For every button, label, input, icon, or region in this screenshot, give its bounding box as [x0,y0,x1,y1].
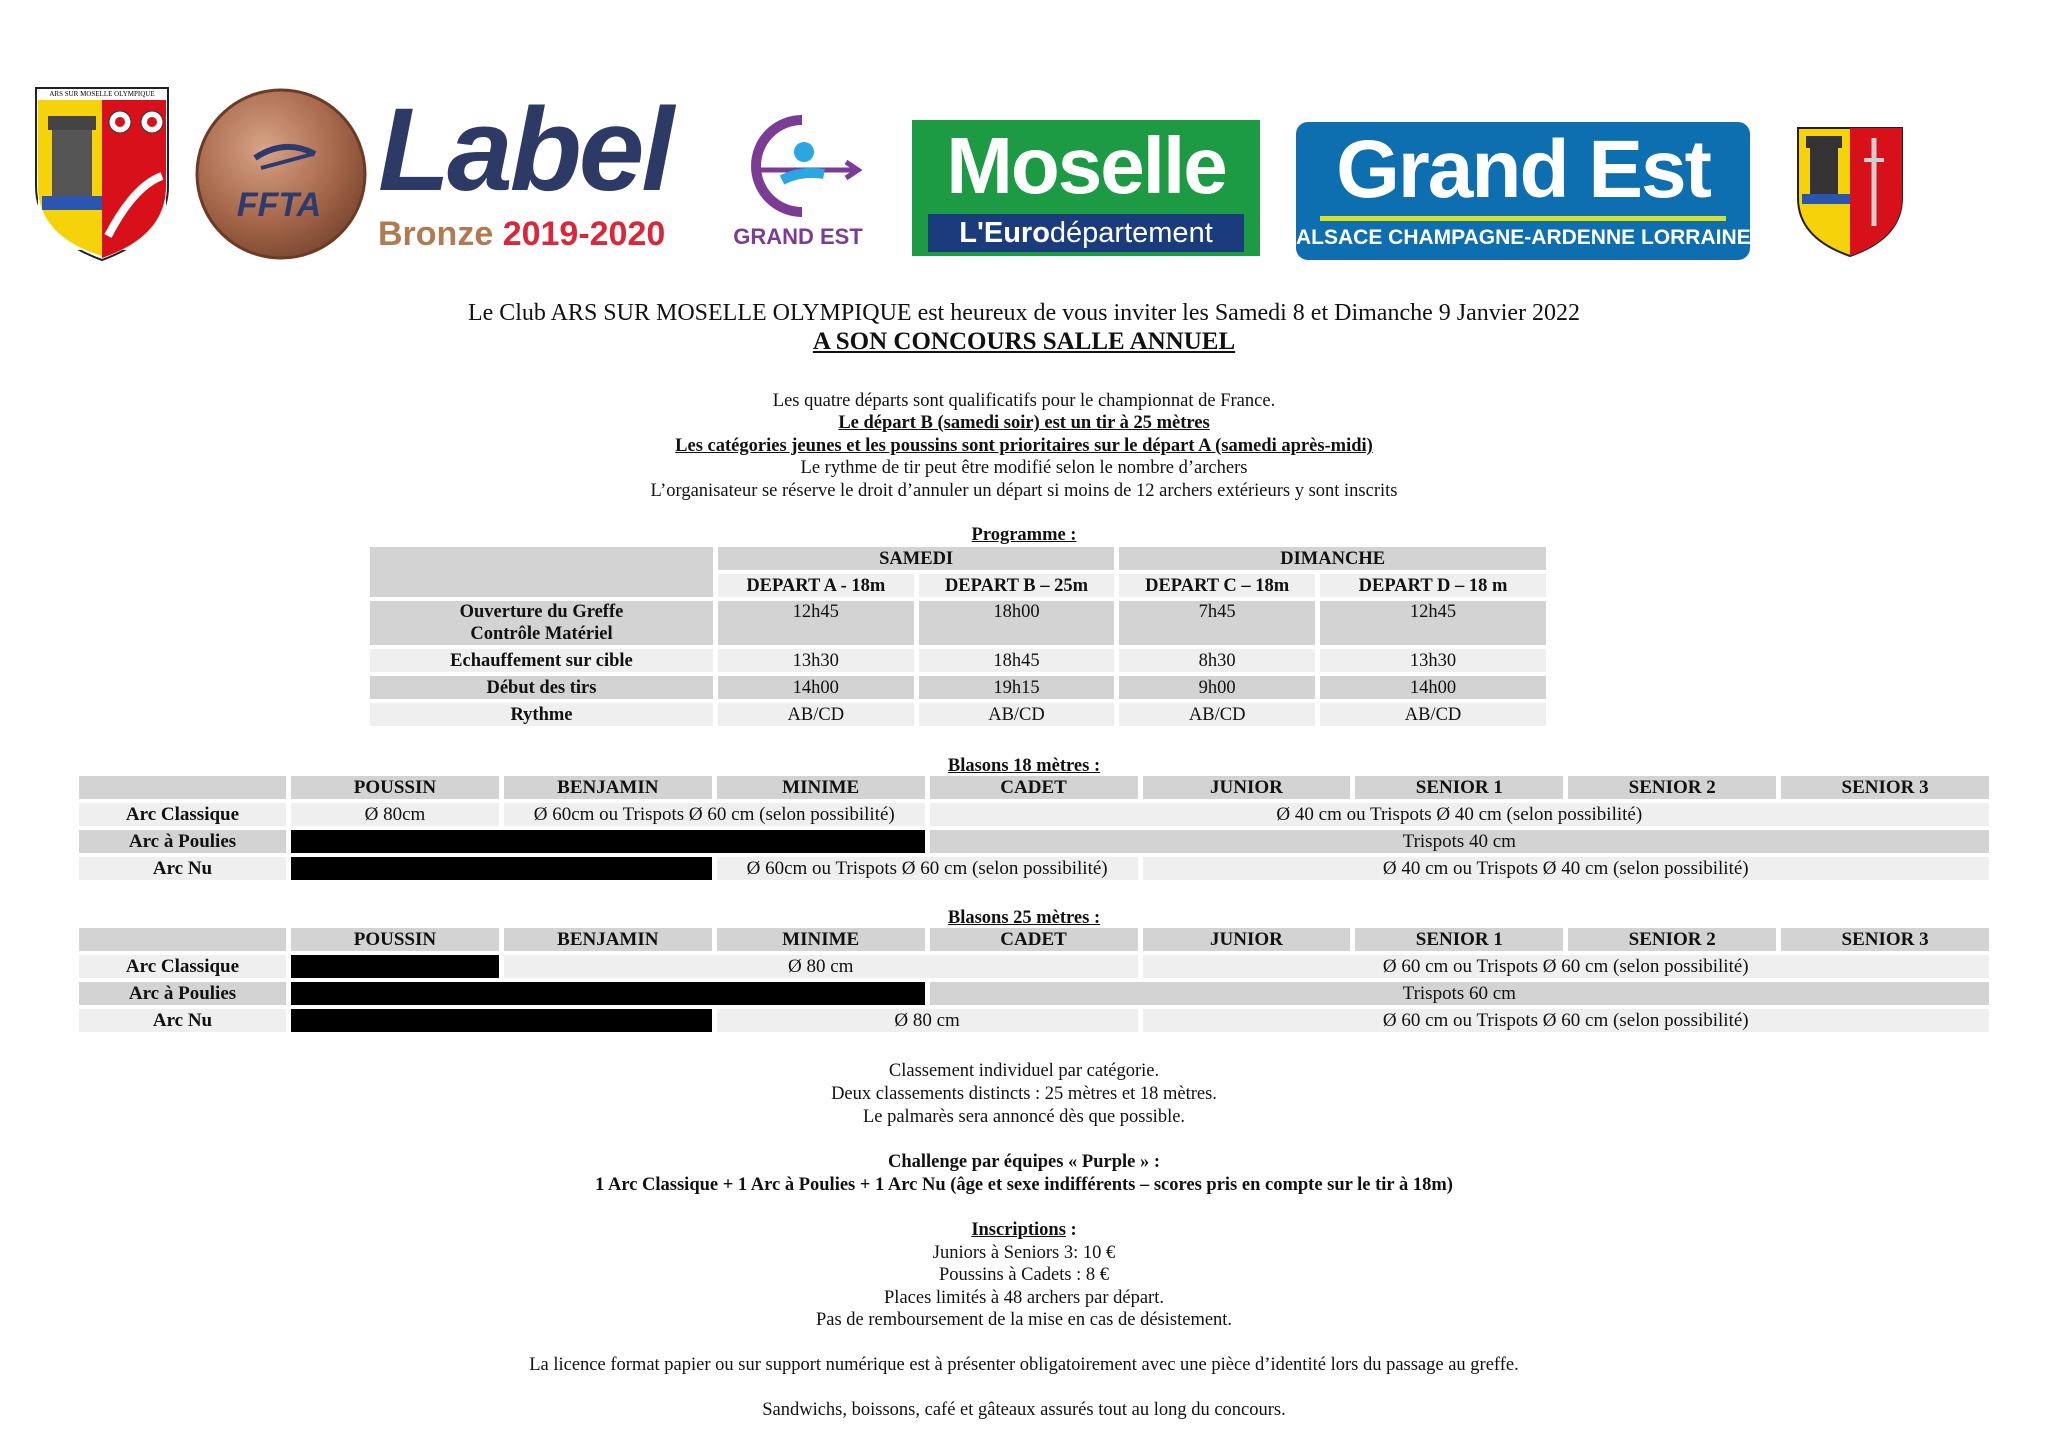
b25-cat-benjamin: BENJAMIN [504,928,712,951]
classement-line: Classement individuel par catégorie. [888,1061,1160,1081]
b25-cat-cadet: CADET [930,928,1138,951]
debut-c: 9h00 [1119,676,1315,699]
note-jeunes: Les catégories jeunes et les poussins sont prioritaires sur le départ A (samedi après-midi) [675,436,1373,456]
row-label-echauffement: Echauffement sur cible [370,649,713,672]
depart-a-header: DEPART A - 18m [718,574,914,597]
greffe-d: 12h45 [1320,601,1546,645]
programme-table [365,543,1551,730]
b18-label-classique: Arc Classique [79,803,286,826]
moselle-subtitle: L'Eurodépartement [928,214,1244,252]
blasons18-table [74,772,1994,884]
challenge-text: 1 Arc Classique + 1 Arc à Poulies + 1 Arc Nu (âge et sexe indifférents – scores pris en compte sur le tir à 18m) [595,1175,1453,1195]
label-subtitle: Bronze 2019-2020 [378,215,666,253]
row-label-greffe: Ouverture du Greffe Contrôle Matériel [370,601,713,645]
moselle-logo [912,120,1260,256]
logo-banner [0,86,2048,266]
note-rythme: Le rythme de tir peut être modifié selon le nombre d’archers [800,458,1248,478]
grand-est-small-text: GRAND EST [733,224,863,249]
greffe-a: 12h45 [718,601,914,645]
blasons18-title: Blasons 18 mètres : [947,756,1101,776]
debut-b: 19h15 [919,676,1115,699]
b25-cat-senior2: SENIOR 2 [1568,928,1776,951]
echauffement-d: 13h30 [1320,649,1546,672]
event-title: A SON CONCOURS SALLE ANNUEL [812,328,1236,355]
ffta-medal-logo [195,88,367,260]
blasons25-title: Blasons 25 mètres : [947,908,1101,928]
rythme-c: AB/CD [1119,703,1315,726]
greffe-c: 7h45 [1119,601,1315,645]
inscriptions-line: Pas de remboursement de la mise en cas de désistement. [815,1310,1233,1330]
b18-cat-senior1: SENIOR 1 [1355,776,1563,799]
b18-classique-poussin: Ø 80cm [291,803,499,826]
food-note: Sandwichs, boissons, café et gâteaux assurés tout au long du concours. [762,1400,1286,1420]
b18-cat-minime: MINIME [717,776,925,799]
b18-cat-poussin: POUSSIN [291,776,499,799]
svg-text:ARS SUR MOSELLE OLYMPIQUE: ARS SUR MOSELLE OLYMPIQUE [49,90,155,98]
debut-a: 14h00 [718,676,914,699]
note-depart-b: Le départ B (samedi soir) est un tir à 25 mètres [838,413,1210,433]
classement-line: Deux classements distincts : 25 mètres et 18 mètres. [831,1084,1217,1104]
b25-cat-poussin: POUSSIN [291,928,499,951]
grand-est-subtitle: ALSACE CHAMPAGNE-ARDENNE LORRAINE [1296,226,1751,249]
b25-classique-na [291,955,499,978]
b25-poulies-na [291,982,925,1005]
programme-title: Programme : [971,525,1077,545]
b25-label-poulies: Arc à Poulies [79,982,286,1005]
grand-est-region-logo [1296,122,1750,260]
row-label-debut: Début des tirs [370,676,713,699]
label-bronze-logo [378,84,698,266]
b18-label-nu: Arc Nu [79,857,286,880]
b25-cat-senior3: SENIOR 3 [1781,928,1989,951]
rythme-a: AB/CD [718,703,914,726]
b18-poulies-rest: Trispots 40 cm [930,830,1989,853]
b18-classique-rest: Ø 40 cm ou Trispots Ø 40 cm (selon possibilité) [930,803,1989,826]
b18-label-poulies: Arc à Poulies [79,830,286,853]
inscriptions-title: Inscriptions : [971,1220,1077,1240]
blasons25-table [74,924,1994,1036]
b25-nu-rest: Ø 60 cm ou Trispots Ø 60 cm (selon possibilité) [1143,1009,1990,1032]
classement-line: Le palmarès sera annoncé dès que possible. [862,1107,1186,1127]
samedi-header: SAMEDI [718,547,1114,570]
b18-nu-na [291,857,712,880]
echauffement-a: 13h30 [718,649,914,672]
grand-est-archery-logo [728,114,868,254]
grand-est-stripe [1320,216,1726,221]
b18-cat-cadet: CADET [930,776,1138,799]
challenge-title: Challenge par équipes « Purple » : [887,1152,1161,1172]
note-annulation: L’organisateur se réserve le droit d’annuler un départ si moins de 12 archers extérieurs y sont inscrits [650,481,1398,501]
dimanche-header: DIMANCHE [1119,547,1546,570]
b18-nu-min-cad: Ø 60cm ou Trispots Ø 60 cm (selon possibilité) [717,857,1138,880]
b18-nu-rest: Ø 40 cm ou Trispots Ø 40 cm (selon possibilité) [1143,857,1990,880]
b25-cat-junior: JUNIOR [1143,928,1351,951]
b25-nu-na [291,1009,712,1032]
rythme-d: AB/CD [1320,703,1546,726]
b18-classique-benj-min: Ø 60cm ou Trispots Ø 60 cm (selon possibilité) [504,803,925,826]
b18-cat-senior2: SENIOR 2 [1568,776,1776,799]
club-crest-right [1796,126,1904,258]
b25-nu-min-cad: Ø 80 cm [717,1009,1138,1032]
b18-cat-senior3: SENIOR 3 [1781,776,1989,799]
note-qualif: Les quatre départs sont qualificatifs pour le championnat de France. [772,391,1276,411]
moselle-word: Moselle [946,121,1226,210]
inscriptions-line: Places limités à 48 archers par départ. [884,1288,1164,1308]
depart-d-header: DEPART D – 18 m [1320,574,1546,597]
b25-cat-minime: MINIME [717,928,925,951]
inscriptions-line: Poussins à Cadets : 8 € [938,1265,1110,1285]
echauffement-b: 18h45 [919,649,1115,672]
depart-c-header: DEPART C – 18m [1119,574,1315,597]
b25-label-classique: Arc Classique [79,955,286,978]
b18-cat-benjamin: BENJAMIN [504,776,712,799]
b18-corner [79,776,286,799]
b18-cat-junior: JUNIOR [1143,776,1351,799]
b25-poulies-rest: Trispots 60 cm [930,982,1989,1005]
b25-cat-senior1: SENIOR 1 [1355,928,1563,951]
echauffement-c: 8h30 [1119,649,1315,672]
programme-corner [370,547,713,597]
intro-line: Le Club ARS SUR MOSELLE OLYMPIQUE est heureux de vous inviter les Samedi 8 et Dimanche 9 Janvier 2022 [467,300,1581,326]
row-label-rythme: Rythme [370,703,713,726]
svg-text:FFTA: FFTA [236,186,322,224]
licence-note: La licence format papier ou sur support numérique est à présenter obligatoirement avec une pièce d’identité lors du passage au greffe. [529,1355,1519,1375]
b25-classique-benj-cad: Ø 80 cm [504,955,1138,978]
b25-label-nu: Arc Nu [79,1009,286,1032]
club-crest-left [34,86,170,262]
label-word: Label [378,84,672,216]
grand-est-word: Grand Est [1336,124,1710,215]
greffe-b: 18h00 [919,601,1115,645]
debut-d: 14h00 [1320,676,1546,699]
inscriptions-line: Juniors à Seniors 3: 10 € [932,1243,1116,1263]
b25-corner [79,928,286,951]
rythme-b: AB/CD [919,703,1115,726]
archer-icon [742,114,862,218]
depart-b-header: DEPART B – 25m [919,574,1115,597]
b18-poulies-na [291,830,925,853]
b25-classique-rest: Ø 60 cm ou Trispots Ø 60 cm (selon possibilité) [1143,955,1990,978]
